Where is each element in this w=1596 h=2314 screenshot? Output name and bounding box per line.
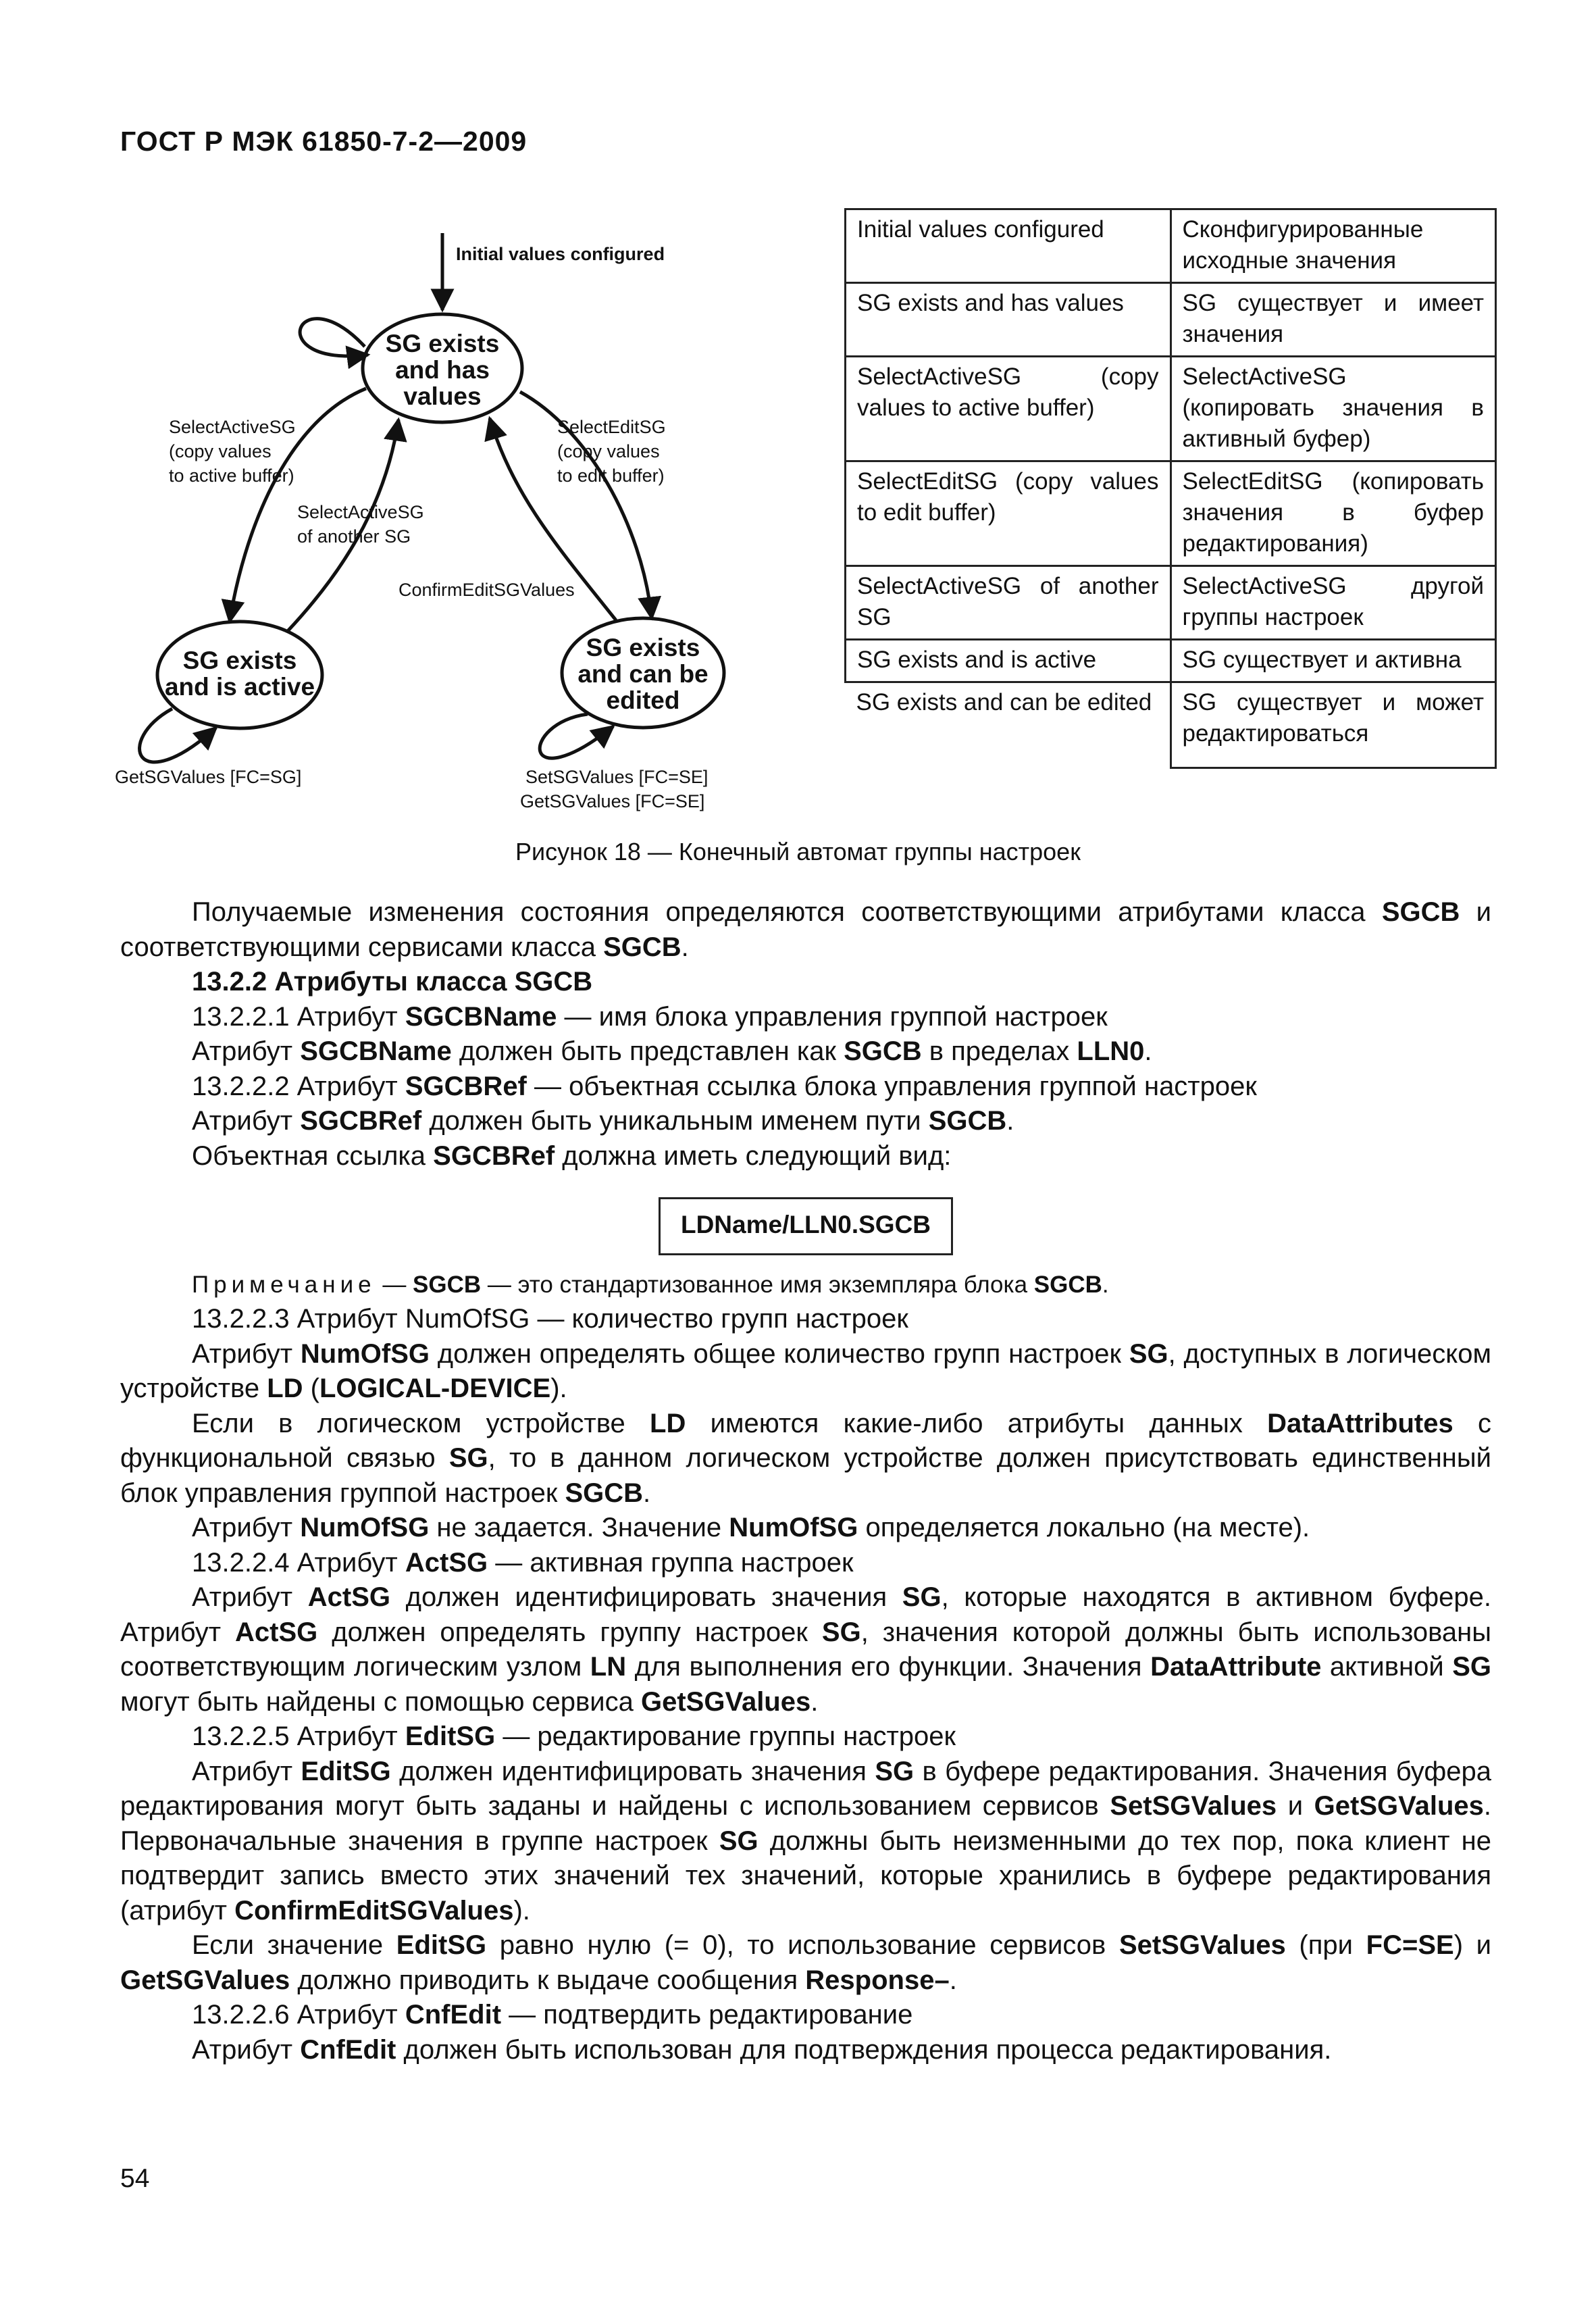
legend-ru: SelectEditSG (копировать значения в буфер редактирования) [1170,461,1496,566]
paragraph: Атрибут ActSG должен идентифицировать значения SG, которые находятся в активном буфере. Атрибут ActSG должен определять группу настроек SG, значения которой должны быть использованы соответствующим логическим узлом LN для выполнения его функции. Значения DataAttribute активной SG могут быть найдены с помощью сервиса GetSGValues. [120,1582,1492,1717]
legend-en: SG exists and is active [846,640,1171,682]
legend-en: SG exists and has values [846,283,1171,357]
label-confirm: ConfirmEditSGValues [398,580,575,600]
legend-en: SelectActiveSG of another SG [846,566,1171,640]
table-row [846,566,1496,640]
legend-en: SG exists and can be edited [846,682,1171,768]
legend-ru: SG существует и может редактироваться [1170,682,1496,768]
legend-ru: Сконфигурированные исходные значения [1170,209,1496,283]
figure-caption: Рисунок 18 — Конечный автомат группы настроек [515,838,1081,865]
table-row [846,682,1496,768]
paragraph: Атрибут SGCBName должен быть представлен как SGCB в пределах LLN0. [192,1036,1152,1066]
label-select-active-1: SelectActiveSG [169,417,296,437]
paragraph: Получаемые изменения состояния определяются соответствующими атрибутами класса SGCB и соответствующими сервисами класса SGCB. [120,897,1491,962]
label-set-se: SetSGValues [FC=SE] [525,767,709,787]
label-active-another-2: of another SG [297,526,411,547]
label-select-edit-3: to edit buffer) [557,466,665,486]
paragraph: Атрибут EditSG должен идентифицировать значения SG в буфере редактирования. Значения буфера редактирования могут быть заданы и найдены с использованием сервисов SetSGValues и GetSGValues. Первоначальные значения в группе настроек SG должны быть неизменными до тех пор, пока клиент не подтвердит запись вместо этих значений тех значений, которые хранились в буфере редактирования (атрибут ConfirmEditSGValues). [120,1756,1491,1926]
paragraph: Объектная ссылка SGCBRef должна иметь следующий вид: [192,1140,952,1171]
paragraph: 13.2.2.5 Атрибут EditSG — редактирование группы настроек [192,1721,956,1751]
legend-ru: SG существует и имеет значения [1170,283,1496,357]
label-select-active-3: to active buffer) [169,466,294,486]
state-edited-line2: and can be [577,660,709,688]
table-row [846,640,1496,682]
label-initial: Initial values configured [456,244,665,264]
section-heading: 13.2.2 Атрибуты класса SGCB [192,967,593,997]
paragraph: Атрибут NumOfSG не задается. Значение NumOfSG определяется локально (на месте). [192,1513,1310,1542]
paragraph: 13.2.2.1 Атрибут SGCBName — имя блока управления группой настроек [192,1001,1108,1032]
legend-en: Initial values configured [846,209,1171,283]
state-edited-line3: edited [606,686,680,714]
legend-ru: SelectActiveSG (копировать значения в активный буфер) [1170,357,1496,461]
arrow-active-another [287,420,398,632]
loop-active [140,709,216,762]
body-text [120,895,1491,2067]
state-has-values-line2: and has [395,356,490,384]
state-active-line1: SG exists [182,647,297,674]
legend-table [844,208,1497,769]
formula-box: LDName/LLN0.SGCB [659,1197,953,1255]
legend-en: SelectEditSG (copy values to edit buffer) [846,461,1171,566]
table-row [846,209,1496,283]
paragraph: 13.2.2.4 Атрибут ActSG — активная группа настроек [192,1547,854,1578]
paragraph: 13.2.2.2 Атрибут SGCBRef — объектная ссылка блока управления группой настроек [192,1071,1257,1101]
label-get-sg: GetSGValues [FC=SG] [115,767,302,787]
legend-ru: SG существует и активна [1170,640,1496,682]
label-active-another-1: SelectActiveSG [297,502,424,522]
label-select-edit-2: (copy values [557,441,660,461]
state-active-line2: and is active [164,673,315,701]
state-has-values-line3: values [403,382,482,410]
paragraph: Атрибут NumOfSG должен определять общее количество групп настроек SG, доступных в логическом устройстве LD (LOGICAL-DEVICE). [120,1338,1491,1403]
paragraph: Атрибут CnfEdit должен быть использован для подтверждения процесса редактирования. [192,2034,1332,2065]
state-has-values-line1: SG exists [385,330,500,357]
paragraph: Если в логическом устройстве LD имеются какие-либо атрибуты данных DataAttributes с функциональной связью SG, то в данном логическом устройстве должен присутствовать единственный блок управления группой настроек SGCB. [120,1408,1491,1508]
formula-block [120,1197,1491,1255]
note: Примечание — SGCB — это стандартизованное имя экземпляра блока SGCB. [192,1271,1109,1298]
table-row [846,357,1496,461]
label-select-edit-1: SelectEditSG [557,417,666,437]
page-number: 54 [120,2164,150,2193]
legend-en: SelectActiveSG (copy values to active buffer) [846,357,1171,461]
paragraph: Если значение EditSG равно нулю (= 0), то использование сервисов SetSGValues (при FC=SE) и GetSGValues должно приводить к выдаче сообщения Response–. [120,1930,1492,1995]
table-row [846,283,1496,357]
loop-has-values [300,319,368,356]
state-machine-diagram [115,226,756,828]
label-select-active-2: (copy values [169,441,272,461]
paragraph: 13.2.2.6 Атрибут CnfEdit — подтвердить редактирование [192,2000,913,2030]
table-row [846,461,1496,566]
document-code: ГОСТ Р МЭК 61850-7-2—2009 [120,126,527,157]
paragraph: 13.2.2.3 Атрибут NumOfSG — количество групп настроек [192,1304,908,1334]
paragraph: Атрибут SGCBRef должен быть уникальным именем пути SGCB. [192,1106,1014,1136]
legend-ru: SelectActiveSG другой группы настроек [1170,566,1496,640]
label-get-se: GetSGValues [FC=SE] [520,791,705,811]
state-edited-line1: SG exists [586,634,700,661]
